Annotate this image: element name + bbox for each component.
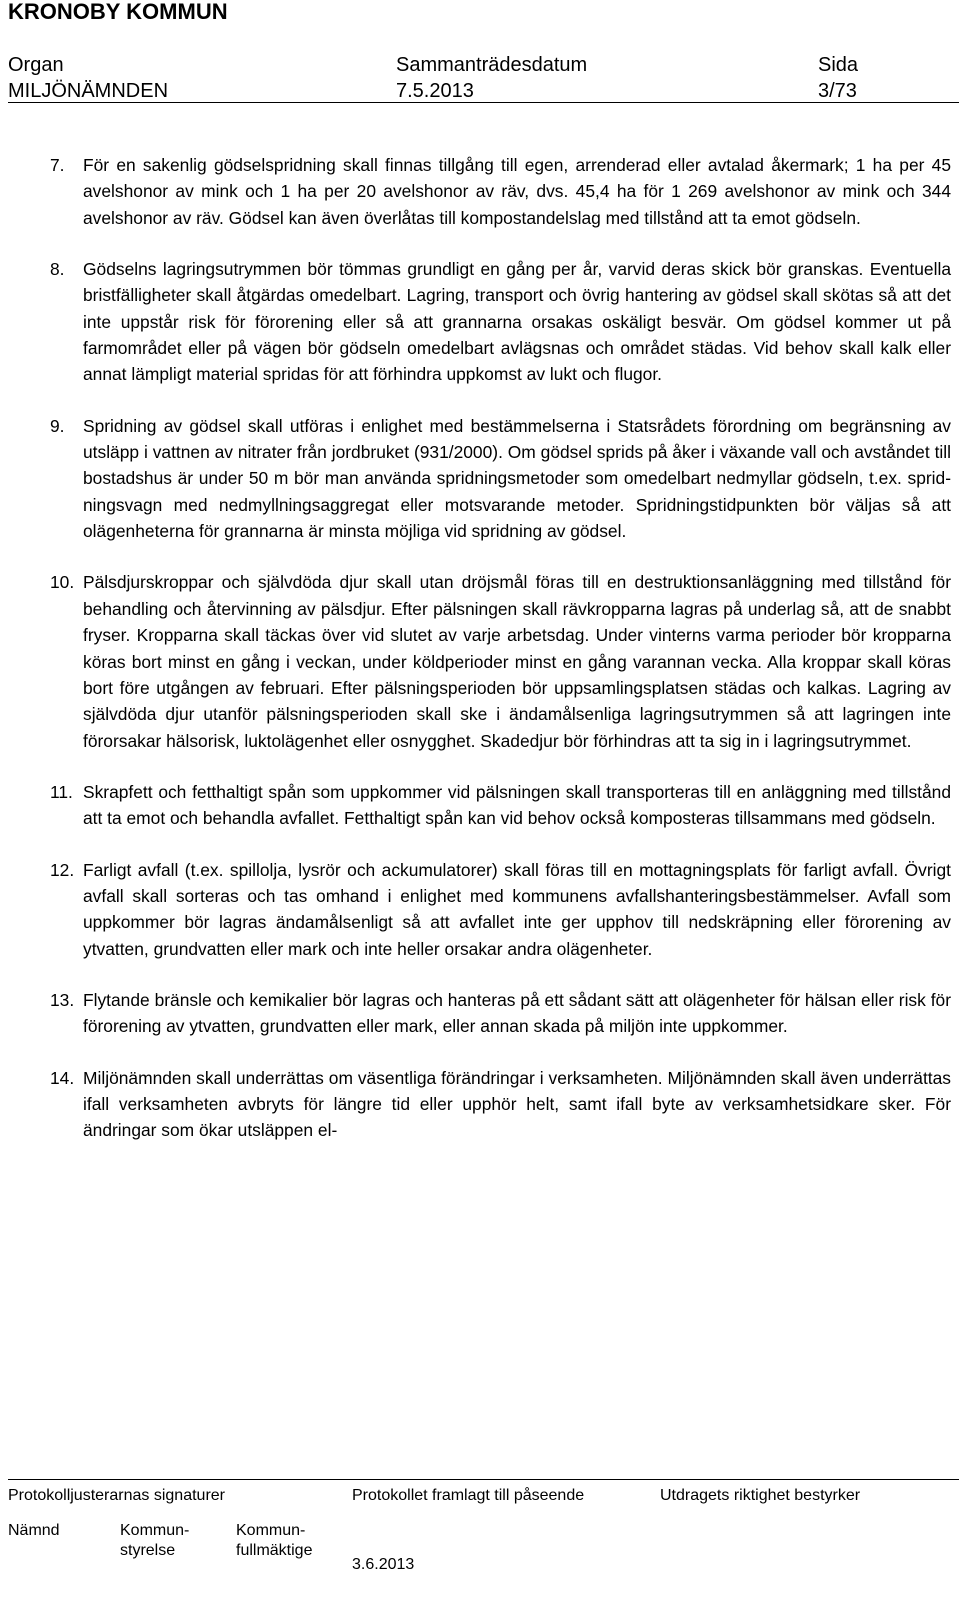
item-text: Farligt avfall (t.ex. spillolja, lysrör och ackumulatorer) skall föras till en mottagningsplats för farligt avfall. Övrigt avfall skall sorteras och tas omhand i enlighet med kommunens avfallshanteringsbestämmelser. Avfall som uppkommer bör lagras ändamålsenligt så att avfallet inte ger upphov till nedskräpning eller förorening av ytvatten, grundvatten eller mark och inte heller orsakar andra olägenheter. bbox=[83, 859, 951, 959]
organ-value: MILJÖNÄMNDEN bbox=[8, 80, 169, 102]
kommunstyrelse-line-1: Kommun- bbox=[120, 1522, 190, 1539]
organ-label: Organ bbox=[8, 54, 64, 76]
posted-date: 3.6.2013 bbox=[352, 1556, 415, 1573]
kommunstyrelse-line-2: styrelse bbox=[120, 1542, 176, 1559]
item-text: Gödselns lagringsutrymmen bör tömmas grundligt en gång per år, varvid deras skick bör granskas. Eventuella bristfälligheter skall åtgärdas omedelbart. Lagring, transport och övrig hantering av gödsel skall skötas så att det inte uppstår risk för förorening eller så att grannarna orsakas oskäligt besvär. Om gödsel kommer ut på farmområdet eller på vägen bör gödseln omedelbart avlägsnas och området städas. Vid behov skall kalk eller annat lämpligt material spridas för att förhindra uppkomst av lukt och flugor. bbox=[83, 259, 951, 385]
date-value: 7.5.2013 bbox=[396, 80, 474, 102]
item-text: Miljönämnden skall underrättas om väsentliga förändringar i verksamheten. Miljönämnden skall även underrättas ifall verksamheten avbryts för längre tid eller upphör helt, samt ifall byte av verksamhetsidkare sker. För ändringar som ökar utsläppen el- bbox=[83, 1067, 951, 1141]
extract-label: Utdragets riktighet bestyrker bbox=[660, 1487, 861, 1504]
page-label: Sida bbox=[818, 54, 859, 76]
list-item bbox=[50, 256, 951, 388]
header-organ bbox=[8, 52, 168, 104]
item-number: 13. bbox=[50, 989, 75, 1010]
item-text: Skrapfett och fetthaltigt spån som uppkommer vid pälsningen skall transporteras till en anläggning med tillstånd att ta emot och behandla avfallet. Fetthaltigt spån kan vid behov också komposteras tillsammans med gödseln. bbox=[83, 781, 951, 829]
kommunfullmaktige-line-2: fullmäktige bbox=[236, 1542, 313, 1559]
signatures-label: Protokolljusterarnas signaturer bbox=[8, 1487, 225, 1504]
item-text: Flytande bränsle och kemikalier bör lagras och hanteras på ett sådant sätt att olägenheter för hälsan eller risk för förorening av ytvatten, grundvatten eller mark, eller annan skada på miljön inte uppkommer. bbox=[83, 989, 951, 1037]
municipality-name: KRONOBY KOMMUN bbox=[8, 0, 228, 24]
conditions-list bbox=[50, 152, 951, 1169]
footer-divider bbox=[8, 1479, 959, 1480]
list-item bbox=[50, 1065, 951, 1144]
header-date bbox=[396, 52, 587, 104]
page-value: 3/73 bbox=[818, 80, 857, 102]
list-item bbox=[50, 413, 951, 545]
item-text: För en sakenlig gödselspridning skall finnas tillgång till egen, arrenderad eller avtalad åkermark; 1 ha per 45 avelshonor av mink och 1 ha per 20 avelshonor av räv, dvs. 45,4 ha för 1 269 avelshonor av mink och 344 avelshonor av räv. Gödsel kan även överlåtas till kompostandelslag med tillstånd att ta emot gödseln. bbox=[83, 155, 951, 228]
kommunfullmaktige-line-1: Kommun- bbox=[236, 1522, 306, 1539]
item-text: Spridning av gödsel skall utföras i enlighet med bestämmelserna i Statsrådets förordning om begränsning av utsläpp i vattnen av nitrater från jordbruket (931/2000). Om gödsel sprids på åker i växande vall och avståndet till bostadshus är under 50 m bör man använda spridningsmetoder som omedelbart nedmyllar gödseln, t.ex. spridningsvagn med nedmyllningsaggregat eller motsvarande metoder. Spridningstidpunkten bör väljas så att olägenheterna för grannarna är minsta möjliga vid spridning av gödsel. bbox=[83, 415, 951, 542]
list-item bbox=[50, 857, 951, 962]
footer-kommunfullmaktige bbox=[236, 1521, 312, 1561]
posted-label: Protokollet framlagt till påseende bbox=[352, 1487, 585, 1504]
list-item bbox=[50, 152, 951, 231]
item-text: Pälsdjurskroppar och självdöda djur skall utan dröjsmål föras till en destruktionsanläggning med tillstånd för behandling och återvinning av pälsdjur. Efter pälsningen skall rävkropparna lagras på underlag så, att de snabbt fryser. Kropparna skall täckas över vid slutet av varje arbetsdag. Under vinterns varma perioder bör kropparna köras bort minst en gång i veckan, under köldperioder minst en gång varannan vecka. Alla kroppar skall köras bort före utgången av februari. Efter pälsningsperioden bör uppsamlingsplatsen städas och kalkas. Lagring av självdöda djur utanför pälsningsperioden skall ske i ändamålsenliga lagringsutrymmen så att lagringen inte förorsakar hälsorisk, luktolägenhet eller osnygghet. Skadedjur bör förhindras att ta sig in i lagringsutrymmet. bbox=[83, 572, 951, 751]
item-number: 8. bbox=[50, 259, 65, 280]
footer-namnd: Nämnd bbox=[8, 1522, 60, 1539]
item-number: 10. bbox=[50, 572, 75, 593]
item-number: 12. bbox=[50, 859, 75, 880]
list-item bbox=[50, 779, 951, 832]
header-page bbox=[818, 52, 858, 104]
item-number: 14. bbox=[50, 1067, 75, 1088]
list-item bbox=[50, 987, 951, 1040]
item-number: 7. bbox=[50, 155, 65, 175]
list-item bbox=[50, 569, 951, 753]
item-number: 11. bbox=[50, 781, 73, 802]
date-label: Sammanträdesdatum bbox=[396, 54, 588, 76]
header-divider bbox=[8, 102, 959, 103]
item-number: 9. bbox=[50, 415, 65, 436]
footer-kommunstyrelse bbox=[120, 1521, 189, 1561]
